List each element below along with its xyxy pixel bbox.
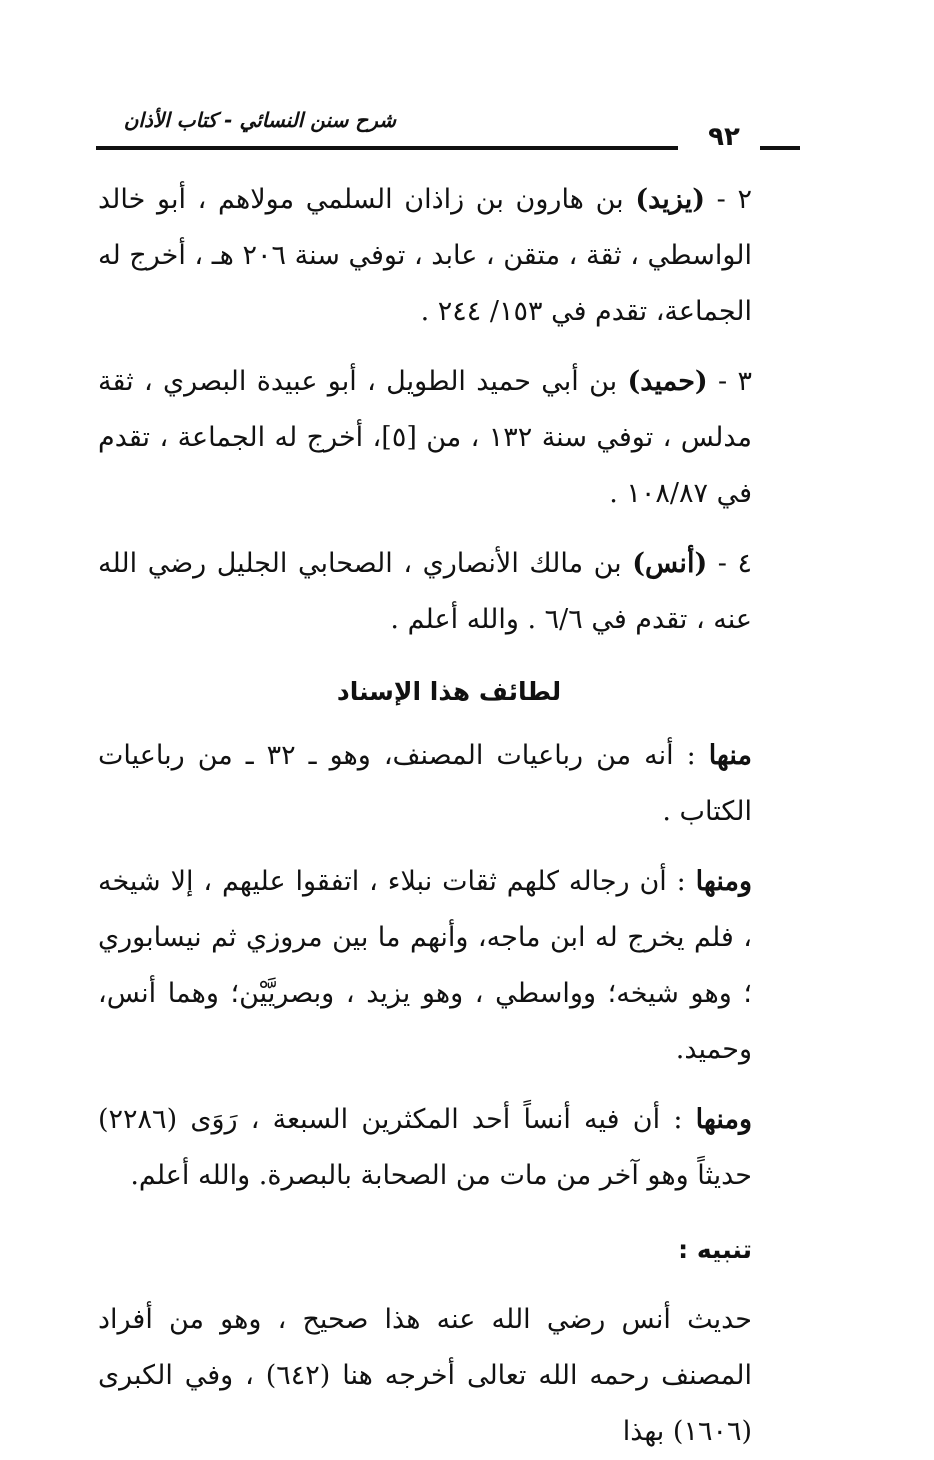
running-title: شرح سنن النسائي - كتاب الأذان (123, 108, 396, 132)
section-heading: لطائف هذا الإسناد (336, 677, 562, 706)
entry-number: ٣ - (707, 366, 752, 397)
feature-paragraph (98, 1092, 800, 1204)
narrator-name: (يزيد) (635, 184, 705, 215)
feature-lead: ومنها (695, 866, 752, 897)
narrator-bio: بن هارون بن زاذان السلمي مولاهم ، أبو خالد الواسطي ، ثقة ، متقن ، عابد ، توفي سنة ٢٠٦ هـ ، أخرج له الجماعة، تقدم في ١٥٣/ ٢٤٤ . (98, 184, 753, 327)
entry-number: ٢ - (705, 184, 752, 215)
header-dash (760, 146, 800, 150)
note-heading: تنبيه : (678, 1235, 752, 1264)
page-header (96, 108, 800, 154)
feature-paragraph (98, 728, 800, 840)
feature-paragraph (98, 854, 800, 1078)
narrator-bio: بن مالك الأنصاري ، الصحابي الجليل رضي الله عنه ، تقدم في ٦/٦ . والله أعلم . (98, 548, 752, 635)
narrator-name: (حميد) (627, 366, 708, 397)
page-body (98, 172, 800, 1460)
note-paragraph: حديث أنس رضي الله عنه هذا صحيح ، وهو من أفراد المصنف رحمه الله تعالى أخرجه هنا (٦٤٢) ، وفي الكبرى (١٦٠٦) بهذا (98, 1304, 753, 1447)
page-number: ٩٢ (708, 122, 740, 152)
narrator-bio: بن أبي حميد الطويل ، أبو عبيدة البصري ، ثقة مدلس ، توفي سنة ١٣٢ ، من [٥]، أخرج له الجماعة ، تقدم في ١٠٨/٨٧ . (98, 366, 752, 509)
feature-text: : أن رجاله كلهم ثقات نبلاء ، اتفقوا عليهم ، إلا شيخه ، فلم يخرج له ابن ماجه، وأنهم ما بين مروزي ثم نيسابوري ؛ وهو شيخه؛ وواسطي ، وهو يزيد ، وبصريَّيْن؛ وهما أنس، وحميد. (98, 866, 752, 1065)
feature-lead: منها (708, 740, 752, 771)
narrator-entry-anas (98, 536, 800, 648)
header-rule (96, 146, 678, 150)
feature-text: : أن فيه أنساً أحد المكثرين السبعة ، رَوَى (٢٢٨٦) حديثاً وهو آخر من مات من الصحابة بالبصرة. والله أعلم. (98, 1104, 752, 1191)
narrator-entry-humaid (98, 354, 800, 522)
entry-number: ٤ - (707, 548, 752, 579)
narrator-entry-yazid (98, 172, 800, 340)
narrator-name: (أنس) (632, 548, 708, 579)
feature-lead: ومنها (695, 1104, 752, 1135)
feature-text: : أنه من رباعيات المصنف، وهو ـ ٣٢ ـ من رباعيات الكتاب . (98, 740, 752, 827)
